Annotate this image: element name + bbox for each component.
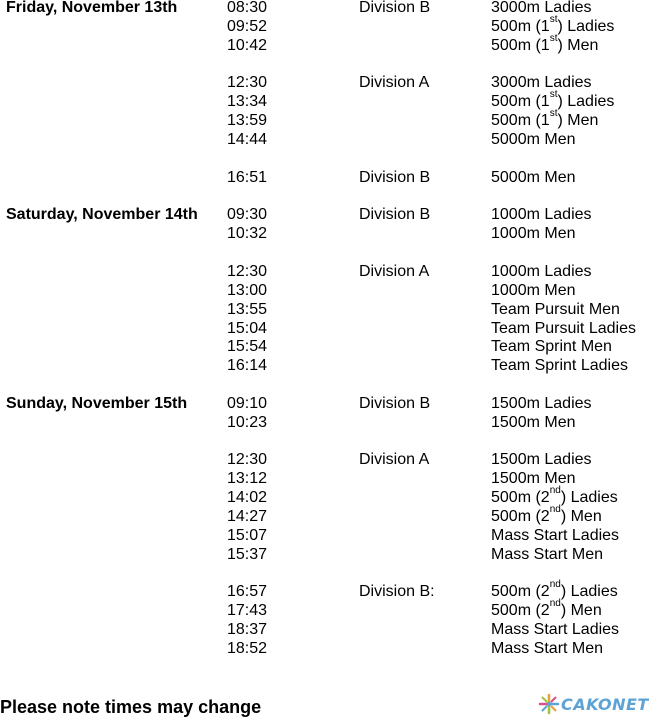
event-name: Mass Start Men — [491, 639, 604, 657]
session-time: 16:57 — [227, 583, 268, 601]
event-name: 500m (1st) Men — [491, 108, 599, 130]
schedule-row — [0, 262, 640, 281]
event-name: 1500m Ladies — [491, 394, 592, 412]
session-time: 14:27 — [227, 508, 268, 525]
event-name: 500m (2nd) Men — [491, 598, 602, 620]
schedule-row — [0, 319, 640, 338]
event-name: 500m (1st) Men — [491, 32, 599, 54]
event-name: Team Sprint Ladies — [491, 357, 628, 375]
event-name: 5000m Men — [491, 168, 576, 186]
division-label: Division A — [359, 262, 430, 280]
ordinal-suffix: nd — [549, 485, 561, 497]
ordinal-suffix: nd — [549, 579, 561, 591]
schedule-row — [0, 545, 640, 564]
session-time: 09:52 — [227, 17, 268, 35]
event-name: Team Pursuit Men — [491, 300, 620, 318]
session-time: 09:10 — [227, 394, 268, 412]
event-name: 500m (1st) Ladies — [491, 13, 615, 35]
session-time: 12:30 — [227, 262, 268, 280]
event-name: 500m (2nd) Men — [491, 504, 602, 525]
ordinal-suffix: nd — [549, 504, 561, 515]
division-label: Division B — [359, 394, 431, 412]
schedule-row — [0, 620, 640, 639]
schedule-row — [0, 598, 640, 620]
event-name: Team Pursuit Ladies — [491, 319, 636, 337]
session-time: 10:42 — [227, 36, 268, 54]
event-name: 1000m Men — [491, 281, 576, 299]
event-name: Mass Start Men — [491, 545, 604, 563]
schedule-row — [0, 89, 640, 111]
schedule-row — [0, 413, 640, 432]
session-time: 16:51 — [227, 168, 268, 186]
ordinal-suffix: st — [549, 89, 558, 101]
session-time: 14:02 — [227, 489, 268, 507]
session-time: 12:30 — [227, 74, 268, 92]
division-label: Division A — [359, 451, 430, 469]
schedule-row — [0, 579, 640, 601]
session-time: 15:07 — [227, 526, 268, 544]
session-time: 10:23 — [227, 413, 268, 431]
ordinal-suffix: st — [549, 13, 558, 25]
schedule-note: Please note times may change — [0, 697, 262, 717]
session-time: 12:30 — [227, 451, 268, 469]
event-name: 500m (2nd) Ladies — [491, 579, 618, 601]
session-time: 08:30 — [227, 0, 268, 16]
session-time: 13:55 — [227, 300, 268, 318]
event-name: 1500m Men — [491, 413, 576, 431]
division-label: Division B — [359, 206, 431, 224]
schedule-row — [0, 0, 640, 17]
schedule-row — [0, 469, 640, 488]
session-time: 13:34 — [227, 93, 268, 111]
session-time: 13:00 — [227, 281, 268, 299]
division-label: Division B — [359, 168, 431, 186]
event-name: 3000m Ladies — [491, 74, 592, 92]
schedule-row — [0, 73, 640, 92]
event-name: 500m (1st) Ladies — [491, 89, 615, 111]
schedule-row — [0, 337, 640, 356]
event-name: 1000m Ladies — [491, 262, 592, 280]
session-time: 13:12 — [227, 470, 268, 488]
division-label: Division A — [359, 74, 430, 92]
schedule-row — [0, 450, 640, 469]
schedule-row — [0, 224, 640, 243]
schedule-row — [0, 485, 640, 507]
event-name: Mass Start Ladies — [491, 526, 620, 544]
day-label: Friday, November 13th — [6, 0, 178, 16]
event-name: 1000m Men — [491, 225, 576, 243]
ordinal-suffix: nd — [549, 598, 561, 610]
logo-text: CAKONET — [561, 694, 649, 714]
day-label: Sunday, November 15th — [6, 394, 188, 412]
session-time: 18:52 — [227, 639, 268, 657]
schedule-row — [0, 32, 640, 55]
schedule-row — [0, 504, 640, 526]
schedule-row — [0, 168, 640, 187]
schedule-row — [0, 300, 640, 319]
schedule-row — [0, 356, 640, 375]
schedule-row — [0, 526, 640, 545]
schedule-row — [0, 108, 640, 130]
event-name: 1500m Men — [491, 470, 576, 488]
day-label: Saturday, November 14th — [6, 206, 198, 224]
event-name: 5000m Men — [491, 130, 576, 148]
session-time: 15:04 — [227, 319, 268, 337]
event-name: 3000m Ladies — [491, 0, 592, 16]
schedule-row — [0, 130, 640, 149]
watermark-logo — [538, 693, 649, 715]
session-time: 15:54 — [227, 338, 268, 356]
ordinal-suffix: st — [549, 108, 558, 120]
session-time: 17:43 — [227, 602, 268, 620]
ordinal-suffix: st — [549, 32, 558, 44]
logo-mark-icon — [538, 693, 560, 715]
schedule-row — [0, 13, 640, 36]
session-time: 09:30 — [227, 206, 268, 224]
session-time: 16:14 — [227, 357, 268, 375]
division-label: Division B: — [359, 583, 435, 601]
event-name: 1500m Ladies — [491, 451, 592, 469]
event-name: 1000m Ladies — [491, 206, 592, 224]
schedule-row — [0, 281, 640, 300]
schedule-row — [0, 205, 640, 224]
schedule-row — [0, 394, 640, 413]
session-time: 10:32 — [227, 225, 268, 243]
session-time: 15:37 — [227, 545, 268, 563]
schedule-row — [0, 639, 640, 658]
division-label: Division B — [359, 0, 431, 16]
session-time: 13:59 — [227, 112, 268, 130]
event-name: 500m (2nd) Ladies — [491, 485, 618, 507]
event-name: Team Sprint Men — [491, 338, 612, 356]
session-time: 18:37 — [227, 621, 268, 639]
session-time: 14:44 — [227, 130, 268, 148]
event-name: Mass Start Ladies — [491, 621, 620, 639]
